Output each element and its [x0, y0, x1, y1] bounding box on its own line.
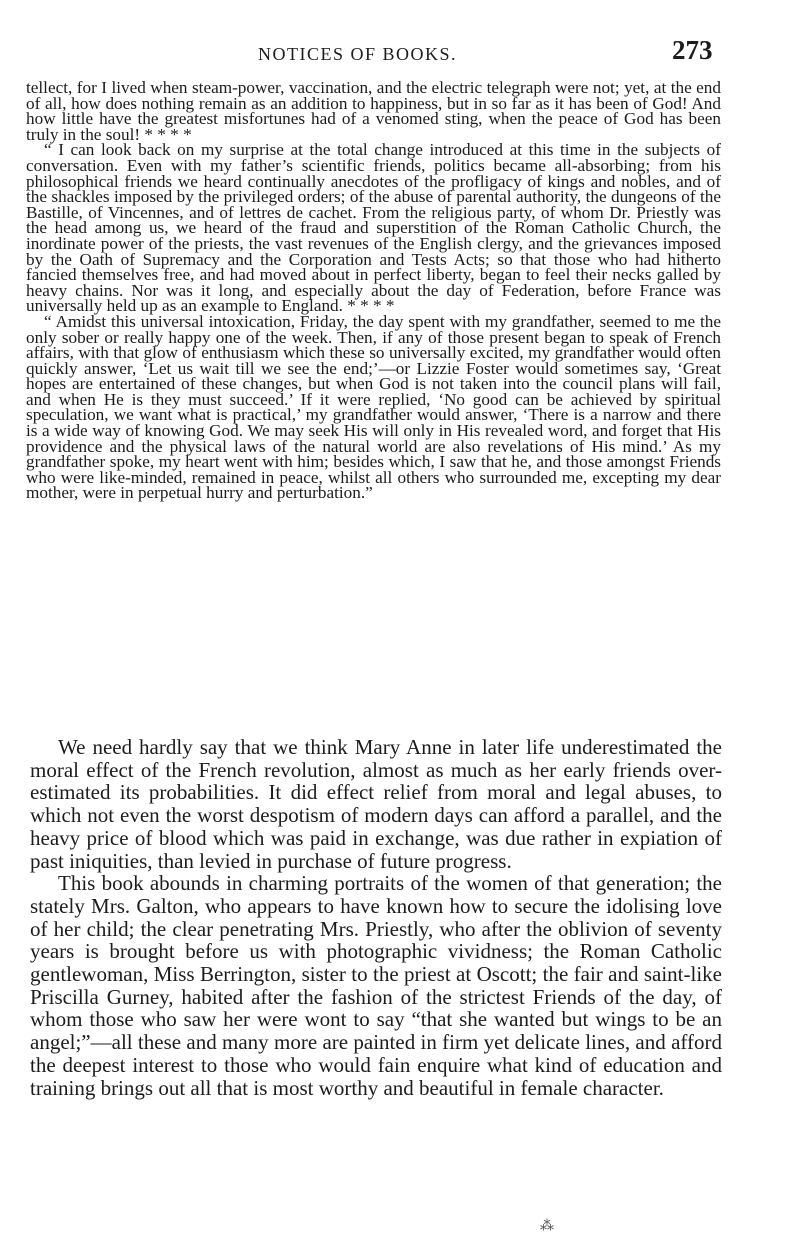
review-text: [30, 736, 722, 1099]
quote-paragraph: “ I can look back on my surprise at the total change introduced at this time in the subjects of conversation. Even with my father’s scientific friends, politics became all-absorbing; from his philosophical friends we heard continually anecdotes of the profligacy of kings and nobles, and of the shackles imposed by the privileged orders; of the abuse of parental authority, the dungeons of the Bastille, of Vincennes, and of lettres de cachet. From the religious party, of whom Dr. Priestly was the head among us, we heard of the fraud and superstition of the Roman Catholic Church, the inordinate power of the priests, the vast revenues of the English clergy, and the grievances imposed by the Oath of Supremacy and the Corporation and Tests Acts; so that those who had hitherto fancied themselves free, and had moved about in perfect liberty, began to feel their necks galled by heavy chains. Nor was it long, and especially about the day of Federation, before France was universally held up as an example to England. * * * *: [26, 140, 721, 316]
quoted-extract: [26, 80, 721, 501]
running-head: NOTICES OF BOOKS.: [258, 44, 458, 64]
quote-paragraph: “ Amidst this universal intoxication, Friday, the day spent with my grandfather, seemed to me the only sober or really happy one of the week. Then, if any of those present began to speak of French affairs, with that glow of enthusiasm which these so universally excited, my grandfather would often quickly answer, ‘Let us wait till we see the end;’—or Lizzie Foster would sometimes say, ‘Great hopes are entertained of these changes, but when God is not taken into the council plans will fail, and when He is they must succeed.’ If it were replied, ‘No good can be achieved by spiritual speculation, we want what is practical,’ my grandfather would answer, ‘There is a narrow and there is a wide way of knowing God. We may seek His will only in His revealed word, and forget that His providence and the physical laws of the natural world are also revelations of His mind.’ As my grandfather spoke, my heart went with him; besides which, I saw that he, and those amongst Friends who were like-minded, remained in peace, whilst all others who surrounded me, excepting my dear mother, were in perpetual hurry and perturbation.”: [26, 311, 721, 503]
body-paragraph: This book abounds in charming portraits of the women of that generation; the stately Mrs. Galton, who appears to have known how to secure the idolising love of her child; the clear penetrating Mrs. Priestly, who after the oblivion of seventy years is brought before us with photographic vividness; the Roman Catholic gentlewoman, Miss Berrington, sister to the priest at Oscott; the fair and saint-like Priscilla Gurney, habited after the fashion of the strictest Friends of the day, of whom those who saw her were wont to say “that she wanted but wings to be an angel;”—all these and many more are painted in firm yet delicate lines, and afford the deepest interest to those who would fain enquire what kind of education and training brings out all that is most worthy and beautiful in female character.: [30, 871, 722, 1100]
body-paragraph: We need hardly say that we think Mary Anne in later life underestimated the moral effect of the French revolution, almost as much as her early friends over-estimated its probabilities. It did effect relief from moral and legal abuses, to which not even the worst despotism of modern days can afford a parallel, and the heavy price of blood which was paid in exchange, was due rather in expiation of past iniquities, than levied in purchase of future progress.: [30, 735, 722, 873]
page-number: 273: [672, 35, 713, 65]
page-header: [0, 34, 803, 74]
printer-ornament: ⁂: [540, 1218, 554, 1234]
quote-paragraph: tellect, for I lived when steam-power, vaccination, and the electric telegraph were not; yet, at the end of all, how does nothing remain as an addition to happiness, but in so far as it has been of God! And how little have the greatest misfortunes had of a venomed sting, when the peace of God has been truly in the soul! * * * *: [26, 78, 721, 144]
